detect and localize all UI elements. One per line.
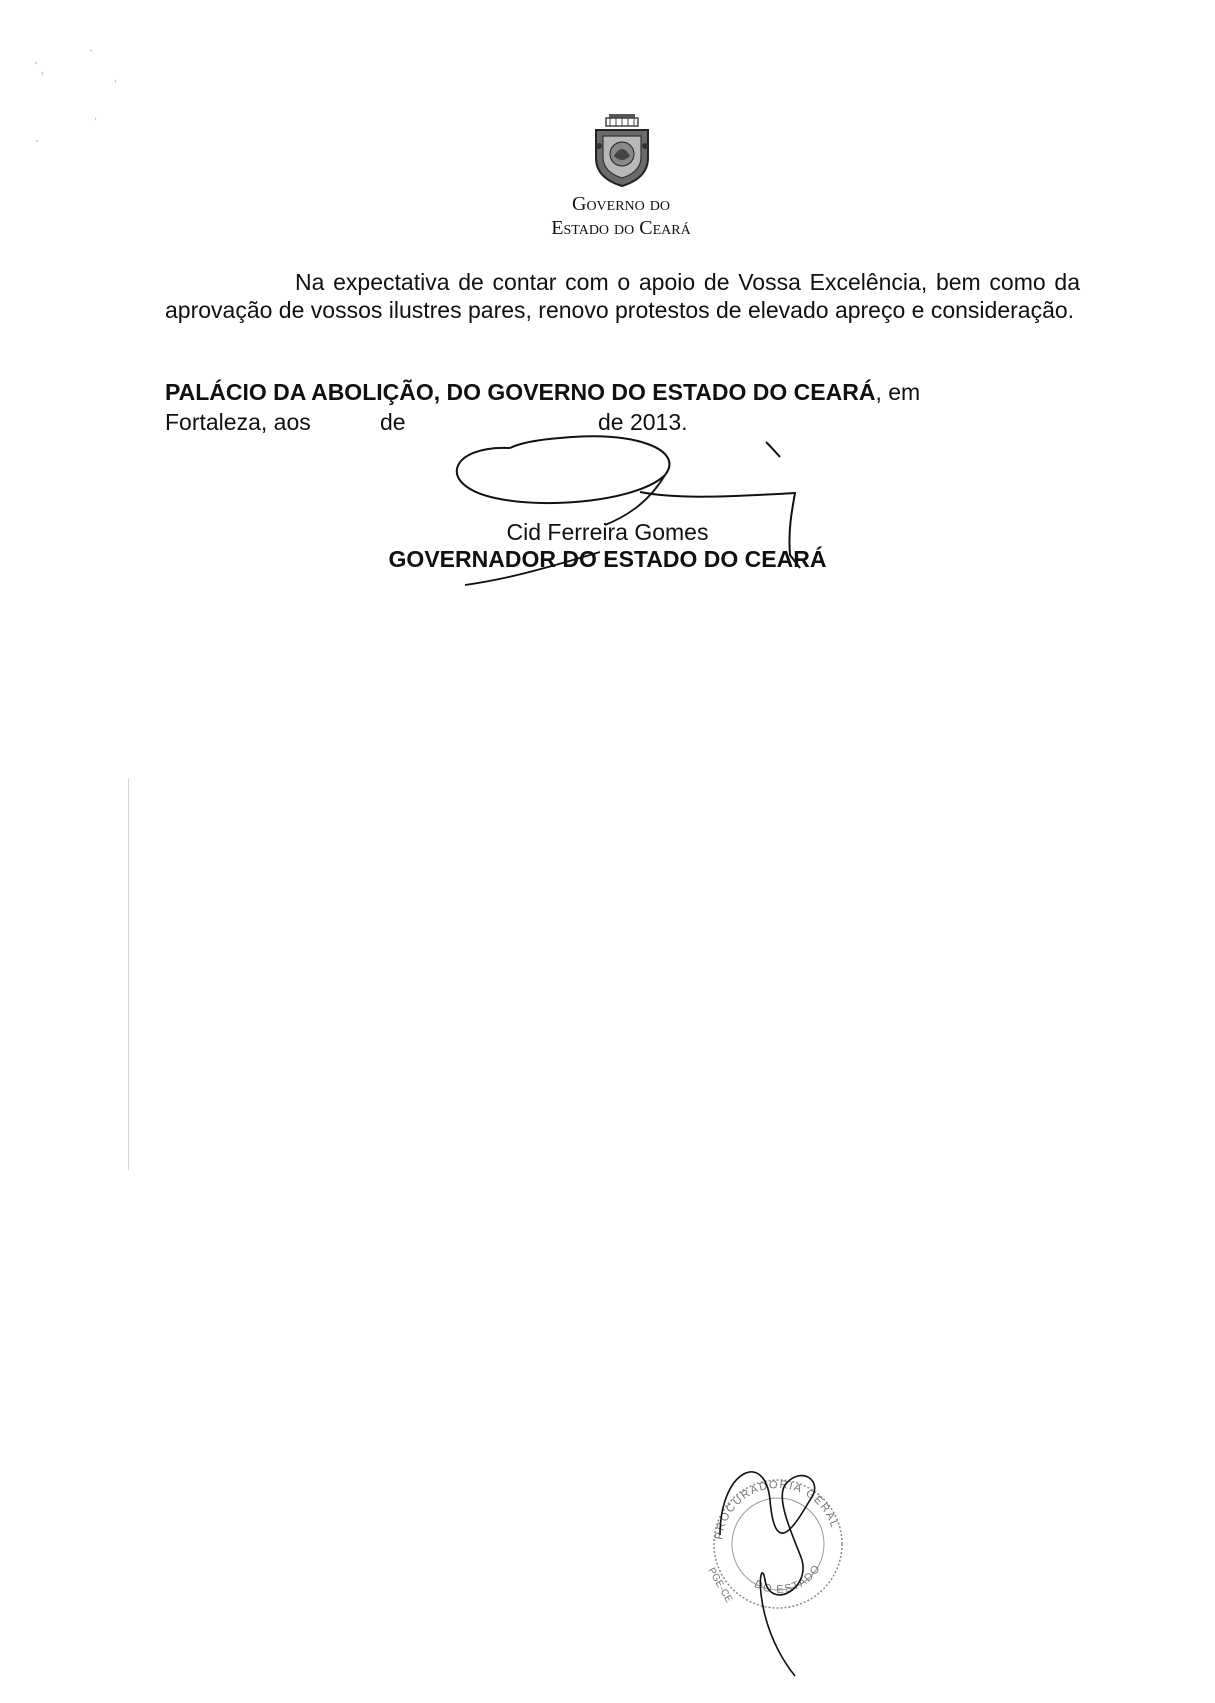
palace-name: PALÁCIO DA ABOLIÇÃO, DO GOVERNO DO ESTADO DO CEARÁ (165, 379, 876, 405)
organization-title-line1: Governo do (572, 193, 670, 215)
palace-line (165, 378, 1080, 406)
date-place: Fortaleza, aos (165, 409, 311, 435)
scan-margin-line (128, 778, 129, 1170)
svg-text:PROCURADORIA GERAL (713, 1479, 841, 1541)
closing-paragraph: Na expectativa de contar com o apoio de Vossa Excelência, bem como da aprovação de vossos ilustres pares, renovo protestos de elevado apreço e consideração. (165, 269, 1080, 323)
stamp-bottom-text: DO ESTADO (752, 1562, 824, 1596)
svg-text:DO ESTADO (752, 1562, 823, 1596)
stamp-top-text: PROCURADORIA GERAL (713, 1478, 841, 1541)
notary-stamp (700, 1440, 860, 1680)
organization-title-line2: Estado do Ceará (551, 217, 691, 239)
signatory-title: GOVERNADOR DO ESTADO DO CEARÁ (388, 546, 827, 572)
date-year: de 2013. (598, 409, 688, 435)
stamp-code: PGE-CE (705, 1566, 735, 1605)
scan-specks (20, 40, 130, 150)
handwritten-signature (440, 430, 860, 600)
signatory-name: Cid Ferreira Gomes (506, 519, 709, 545)
palace-line-suffix: , em (875, 379, 921, 405)
coat-of-arms-icon (586, 112, 658, 188)
date-day-connector: de (380, 409, 406, 435)
organization-title (455, 192, 787, 240)
